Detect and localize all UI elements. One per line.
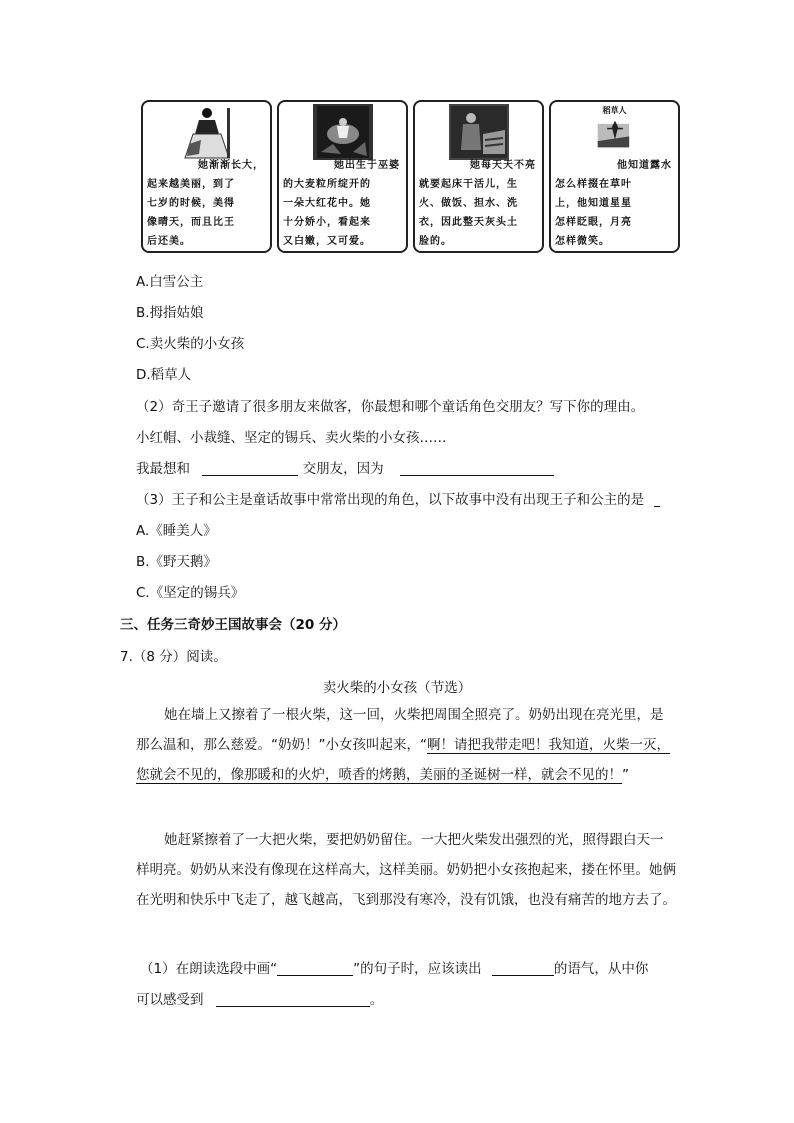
sub1-text: ”的句子时，应该读出 (353, 961, 482, 977)
q3-option-c: C.《坚定的锡兵》 (136, 585, 245, 601)
section-heading: 三、任务三奇妙王国故事会（20 分） (120, 617, 346, 633)
sub1-text: 。 (369, 992, 384, 1008)
caption-line: 七岁的时候，美得 (147, 198, 235, 209)
q7-heading: 7.（8 分）阅读。 (120, 649, 227, 665)
caption-line: 怎样微笑。 (555, 236, 610, 247)
caption-line: 她出生于巫婆 (334, 160, 400, 171)
caption-line: 他知道露水 (617, 160, 672, 171)
q2-answer-line (136, 457, 554, 477)
card-caption (283, 156, 402, 251)
sub1-line-1 (140, 957, 648, 977)
reason-blank[interactable] (400, 461, 554, 476)
match-girl-illustration (449, 104, 509, 160)
sentence-blank[interactable] (277, 961, 353, 976)
caption-line: 火、做饭、担水、洗 (419, 198, 518, 209)
card-caption (555, 156, 674, 251)
feeling-blank[interactable] (216, 992, 370, 1007)
q2-examples: 小红帽、小裁缝、坚定的锡兵、卖火柴的小女孩…… (136, 430, 447, 446)
snow-white-illustration (177, 104, 237, 160)
q3-blank[interactable] (654, 492, 660, 507)
q3-text: （3）王子和公主是童话故事中常常出现的角色，以下故事中没有出现王子和公主的是 (136, 492, 645, 508)
option-d: D.稻草人 (136, 367, 192, 383)
card-little-match-girl (413, 100, 544, 253)
card-snow-white (141, 100, 272, 253)
picture-cards (141, 100, 675, 256)
passage-text: 她在墙上又擦着了一根火柴，这一回，火柴把周围全照亮了。奶奶出现在亮光里，是那么温和，那么慈爱。“奶奶！”小女孩叫起来，“ (136, 707, 664, 753)
sub1-line-2 (136, 988, 383, 1008)
q3-option-b: B.《野天鹅》 (136, 554, 218, 570)
option-c: C.卖火柴的小女孩 (136, 336, 245, 352)
caption-line: 后还美。 (147, 236, 191, 247)
card-caption (419, 156, 538, 251)
caption-line: 十分娇小，看起来 (283, 217, 371, 228)
card-tag: 稻草人 (602, 105, 627, 115)
caption-line: 她渐渐长大， (198, 160, 264, 171)
option-b: B.拇指姑娘 (136, 305, 204, 321)
caption-line: 一朵大红花中。她 (283, 198, 371, 209)
underlined-sentence: 啊！请把我带走吧！我知道，火柴一灭，您就会不见的，像那暖和的火炉，喷香的烤鹅，美丽的圣诞树一样，就会不见的！ (136, 737, 670, 783)
closing-quote: ” (622, 767, 629, 783)
caption-line: 怎样眨眼，月亮 (555, 217, 632, 228)
q3-option-a: A.《睡美人》 (136, 523, 217, 539)
sub1-text: （1）在朗读选段中画“ (140, 961, 278, 977)
card-scarecrow (549, 100, 680, 253)
answer-prefix: 我最想和 (136, 461, 190, 477)
sub1-text: 的语气，从中你 (553, 961, 649, 977)
passage-paragraph-2 (136, 825, 676, 915)
card-thumbelina (277, 100, 408, 253)
tone-blank[interactable] (492, 961, 554, 976)
caption-line: 上，他知道星星 (555, 198, 632, 209)
q3-question (136, 488, 660, 508)
passage-title: 卖火柴的小女孩（节选） (322, 680, 472, 696)
caption-line: 像晴天，而且比王 (147, 217, 235, 228)
caption-line: 就要起床干活儿，生 (419, 179, 518, 190)
caption-line: 的大麦粒所绽开的 (283, 179, 371, 190)
caption-line: 脸的。 (419, 236, 452, 247)
thumbelina-illustration (313, 104, 373, 160)
option-a: A.白雪公主 (136, 274, 204, 290)
q2-question: （2）奇王子邀请了很多朋友来做客，你最想和哪个童话角色交朋友？写下你的理由。 (136, 399, 645, 415)
answer-mid: 交朋友，因为 (302, 461, 384, 477)
friend-blank[interactable] (202, 461, 298, 476)
caption-line: 衣，因此整天灰头土 (419, 217, 518, 228)
caption-line: 怎么样掇在草叶 (555, 179, 632, 190)
passage-text: 她赶紧擦着了一大把火柴，要把奶奶留住。一大把火柴发出强烈的光，照得跟白天一样明亮。奶奶从来没有像现在这样高大，这样美丽。奶奶把小女孩抱起来，搂在怀里。她俩在光明和快乐中飞走了，越飞越高，飞到那没有寒冷，没有饥饿，也没有痛苦的地方去了。 (136, 832, 676, 908)
caption-line: 她每天天不亮 (470, 160, 536, 171)
caption-line: 又白嫩，又可爱。 (283, 236, 371, 247)
card-caption (147, 156, 266, 251)
passage-paragraph-1 (136, 700, 676, 790)
caption-line: 起来越美丽，到了 (147, 179, 235, 190)
sub1-text: 可以感受到 (136, 992, 204, 1008)
scarecrow-illustration (585, 116, 645, 160)
